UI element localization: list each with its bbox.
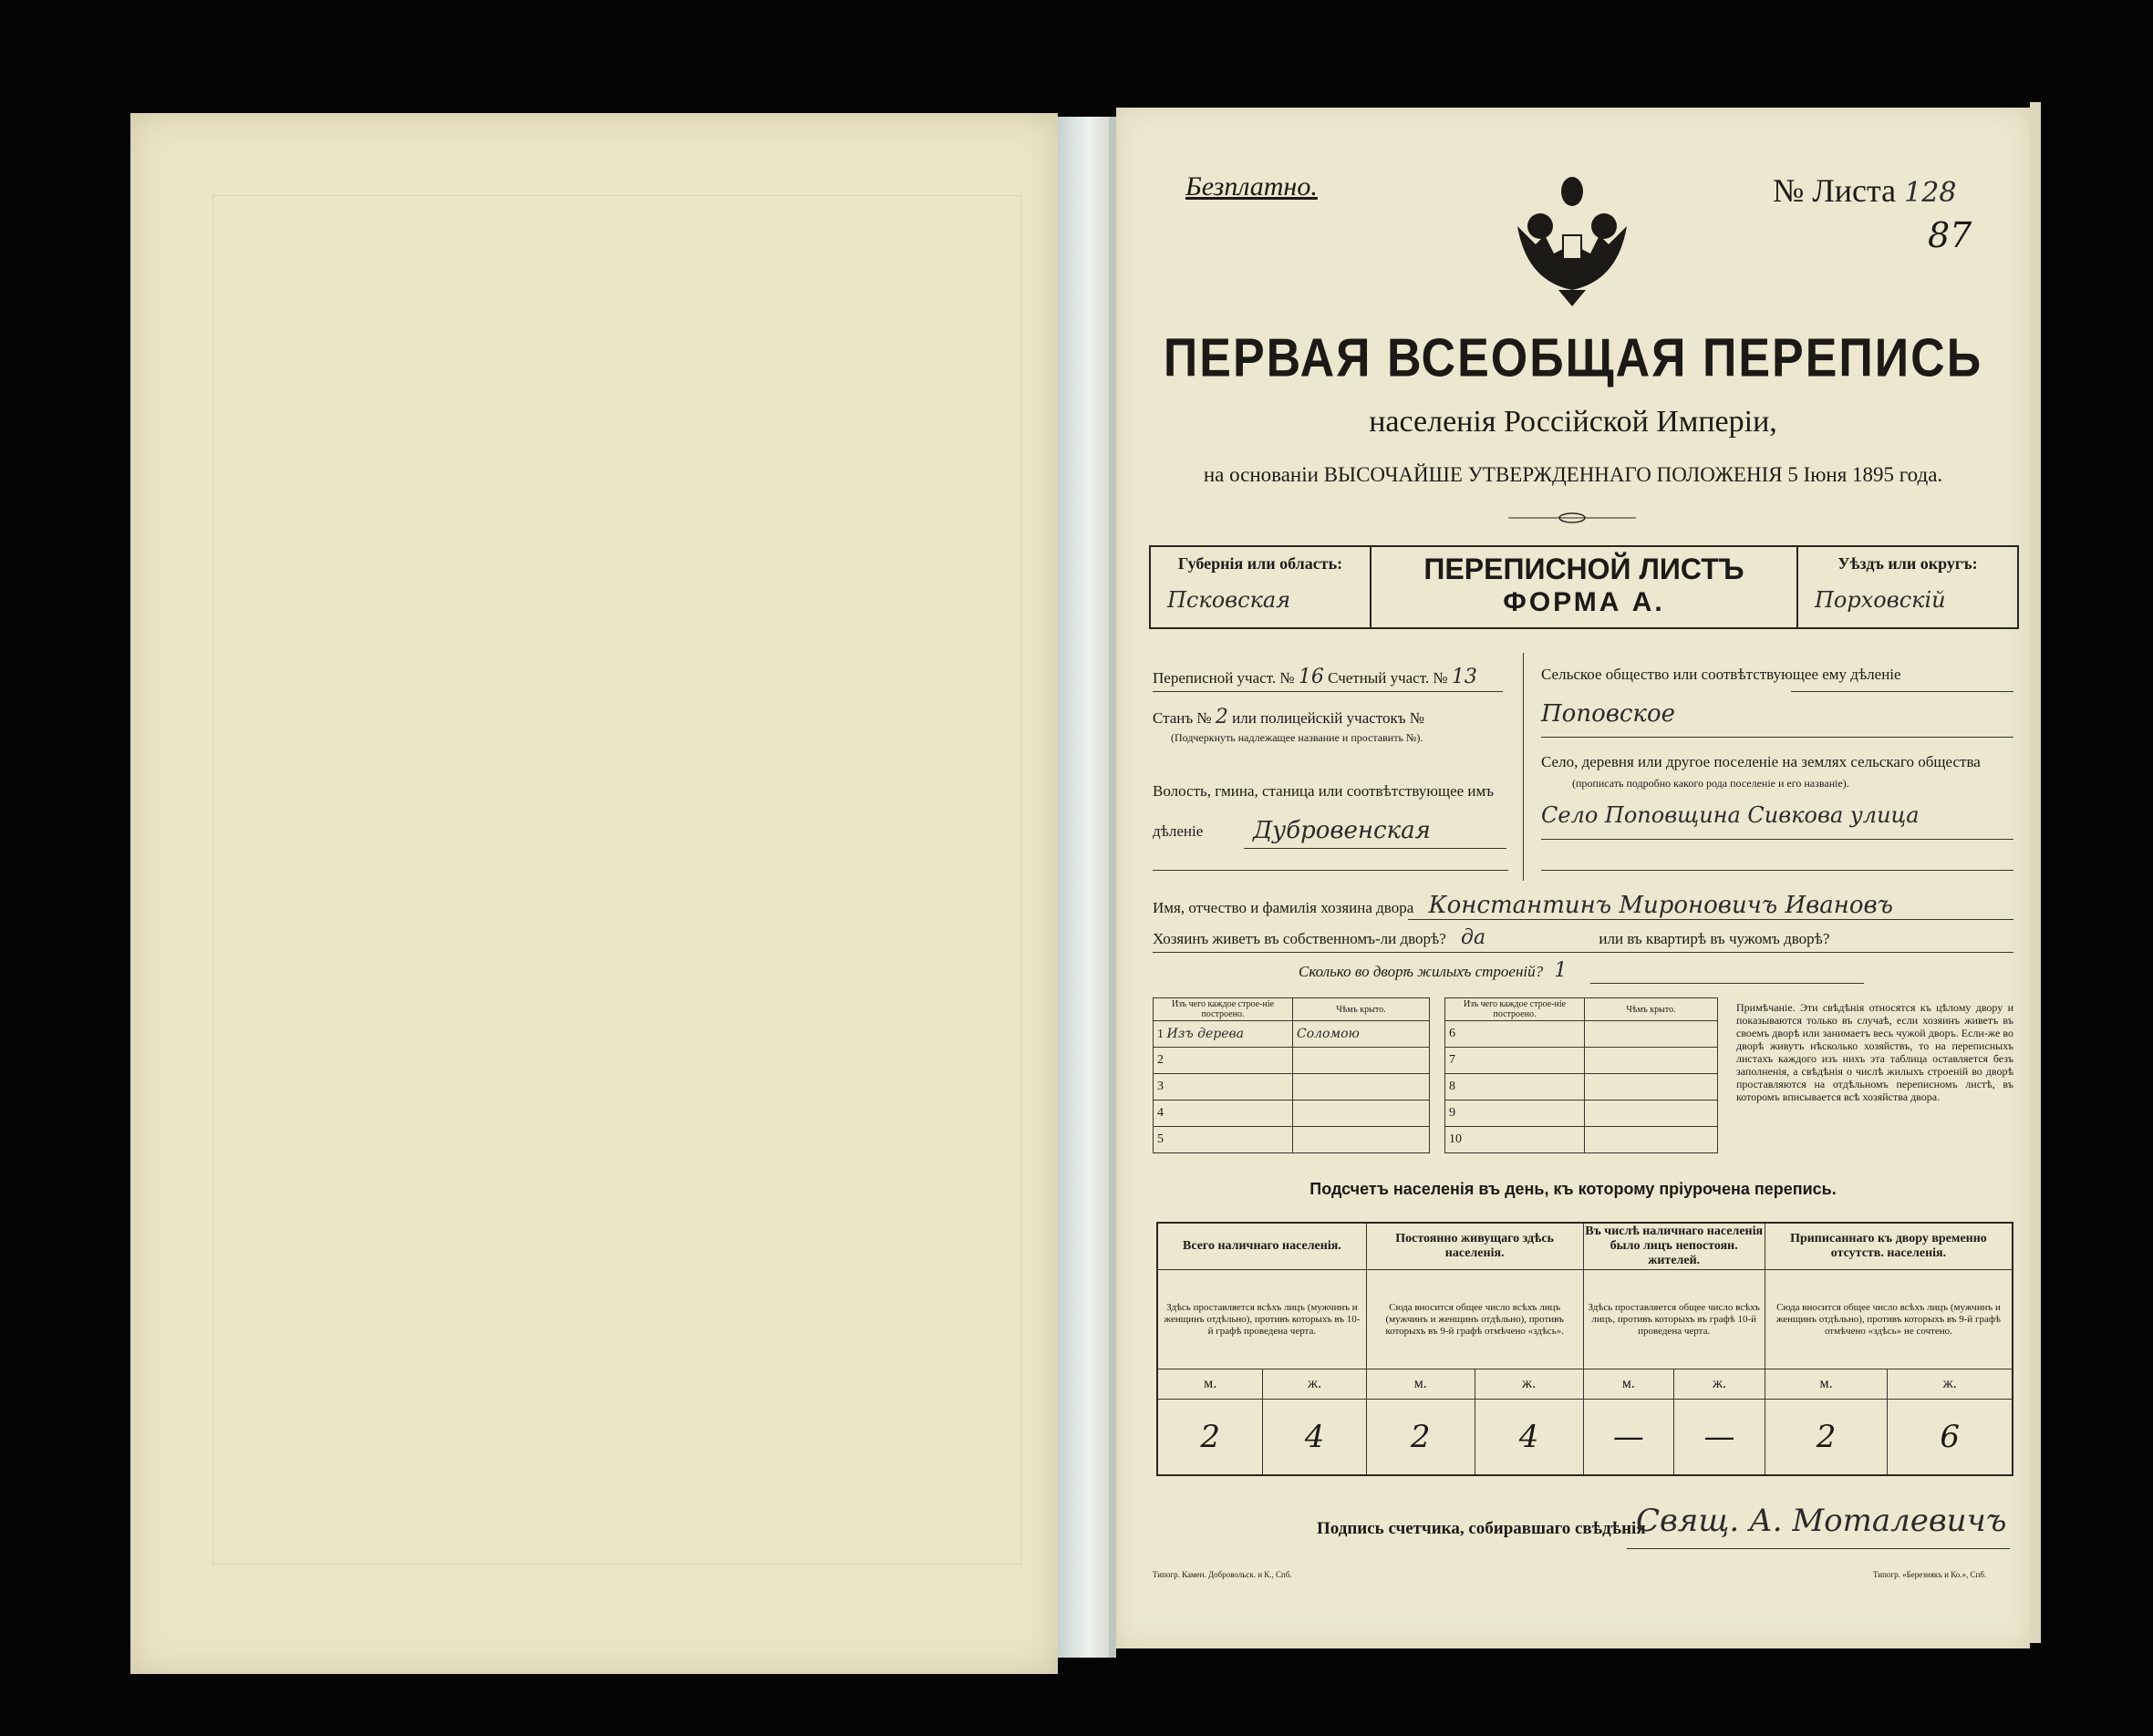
uezd-cell — [1796, 547, 2017, 627]
sheet-number — [1773, 171, 1956, 210]
pop-value: 2 — [1366, 1400, 1475, 1476]
roof-value — [1293, 1074, 1430, 1100]
table-row — [1445, 1021, 1718, 1048]
table-row — [1445, 1100, 1718, 1127]
buildings-label: Сколько во дворѣ жилыхъ строеній? — [1299, 963, 1544, 980]
row-number: 1 — [1157, 1027, 1164, 1041]
sheet-number-label: № Листа — [1773, 172, 1897, 209]
roof-value — [1293, 1048, 1430, 1074]
female-label: ж. — [1263, 1369, 1367, 1400]
material-header: Изъ чего каждое строе-ніе построено. — [1445, 998, 1585, 1021]
population-table — [1156, 1222, 2013, 1476]
buildings-table-right — [1444, 997, 1718, 1153]
perepis-uchast-field — [1153, 666, 1477, 688]
pop-header: Всего наличнаго населенія. — [1157, 1223, 1366, 1270]
row-number: 5 — [1154, 1127, 1293, 1153]
buildings-note: Примѣчаніе. Эти свѣдѣнія относятся къ цѣлому двору и показываются только въ случаѣ, если хозяинъ живетъ въ своемъ дворѣ или занимаетъ весь чужой дворъ. Если-же во дворѣ живутъ нѣсколько хозяйствъ, то на переписныхъ листахъ каждого изъ нихъ эта таблица оставляется безъ заполненія, а свѣдѣнія о числѣ жилыхъ строеній во дворѣ проставляются на отдѣльномъ переписномъ листѣ, въ которомъ вписывается всѣ хозяйства двора. — [1736, 1001, 2013, 1103]
roof-header: Чѣмъ крыто. — [1585, 998, 1718, 1021]
row-number: 8 — [1445, 1074, 1585, 1100]
roof-value — [1585, 1048, 1718, 1074]
perepis-uchast-label: Переписной участ. № — [1153, 669, 1295, 687]
row-number: 2 — [1154, 1048, 1293, 1074]
owner-value: Константинъ Мироновичъ Ивановъ — [1428, 892, 1894, 919]
own-house-value: да — [1461, 926, 1486, 949]
buildings-value: 1 — [1554, 959, 1568, 982]
buildings-field — [1299, 959, 1567, 982]
rule — [1153, 691, 1503, 692]
signature-label: Подпись счетчика, собиравшаго свѣдѣнія — [1317, 1519, 1646, 1538]
census-title: ПЕРВАЯ ВСЕОБЩАЯ ПЕРЕПИСЬ — [1163, 327, 1983, 389]
roof-value — [1293, 1100, 1430, 1127]
volost-value: Дубровенская — [1253, 817, 1431, 844]
double-headed-eagle-icon — [1508, 171, 1636, 308]
rule — [1541, 870, 2013, 871]
male-label: м. — [1366, 1369, 1475, 1400]
material-header: Изъ чего каждое строе-ніе построено. — [1154, 998, 1293, 1021]
female-label: ж. — [1674, 1369, 1765, 1400]
rule — [1791, 691, 2013, 692]
female-label: ж. — [1888, 1369, 2013, 1400]
own-house-field — [1153, 926, 1829, 949]
pop-description: Сюда вносится общее число всѣхъ лицъ (мужчинъ и женщинъ отдѣльно), противъ которыхъ въ 9-й графѣ отмѣчено «здѣсь» не сочтено. — [1765, 1270, 2013, 1369]
roof-header: Чѣмъ крыто. — [1293, 998, 1430, 1021]
row-number: 7 — [1445, 1048, 1585, 1074]
pop-value: 6 — [1888, 1400, 2013, 1476]
guberniya-label: Губернія или область: — [1177, 554, 1343, 573]
uezd-value: Порховскій — [1815, 587, 1946, 613]
stan-field — [1153, 706, 1424, 728]
pop-value: 4 — [1475, 1400, 1583, 1476]
table-row — [1154, 1127, 1430, 1153]
printer-footer-left: Типогр. Камен. Добровольск. и К., Спб. — [1153, 1570, 1292, 1579]
selo-note: (прописать подробно какого рода поселеніе и его названіе). — [1572, 777, 1849, 790]
selskoe-value: Поповское — [1541, 700, 1675, 728]
pop-description: Здѣсь проставляется общее число всѣхъ лицъ, противъ которыхъ въ графѣ 10-й проведена черта. — [1583, 1270, 1765, 1369]
row-number: 3 — [1154, 1074, 1293, 1100]
rent-label: или въ квартирѣ въ чужомъ дворѣ? — [1599, 930, 1830, 947]
right-page-edge — [2030, 102, 2041, 1643]
signature: Свящ. А. Моталевичъ — [1636, 1503, 2007, 1539]
pop-value: 2 — [1157, 1400, 1263, 1476]
owner-label: Имя, отчество и фамилія хозяина двора — [1153, 899, 1414, 916]
book-spine — [1058, 117, 1109, 1658]
stan-label: Станъ № — [1153, 709, 1212, 727]
uezd-label: Уѣздъ или округъ: — [1837, 554, 1978, 573]
roof-value — [1585, 1074, 1718, 1100]
table-row — [1154, 1021, 1430, 1048]
form-title: ПЕРЕПИСНОЙ ЛИСТЪ — [1423, 553, 1744, 585]
table-row — [1445, 1074, 1718, 1100]
table-row — [1154, 1100, 1430, 1127]
own-house-label: Хозяинъ живетъ въ собственномъ-ли дворѣ? — [1153, 930, 1446, 947]
pop-value: — — [1583, 1400, 1674, 1476]
perepis-uchast-value: 16 — [1298, 666, 1324, 688]
roof-value — [1585, 1100, 1718, 1127]
pop-description: Здѣсь проставляется всѣхъ лицъ (мужчинъ и женщинъ отдѣльно), противъ которыхъ въ 10-й графѣ проведена черта. — [1157, 1270, 1366, 1369]
pop-value: 4 — [1263, 1400, 1367, 1476]
printer-footer-right: Типогр. «Березнякъ и Ко.», Спб. — [1873, 1570, 1987, 1579]
selskoe-label: Сельское общество или соотвѣтствующее ему дѣленіе — [1541, 666, 1901, 683]
row-number: 6 — [1445, 1021, 1585, 1048]
sheet-number-value: 128 — [1904, 177, 1957, 209]
rule — [1541, 839, 2013, 840]
table-row — [1445, 1127, 1718, 1153]
schet-uchast-label: Счетный участ. № — [1328, 669, 1448, 687]
census-subtitle: населенія Россійской Имперіи, — [1369, 405, 1777, 439]
police-note: (Подчеркнуть надлежащее название и проставить №). — [1171, 731, 1423, 744]
population-title: Подсчетъ населенія въ день, къ которому пріурочена перепись. — [1309, 1180, 1837, 1198]
free-label: Безплатно. — [1185, 171, 1318, 202]
rule — [1590, 983, 1864, 984]
census-basis: на основаніи ВЫСОЧАЙШЕ УТВЕРЖДЕННАГО ПОЛОЖЕНІЯ 5 Іюня 1895 года. — [1203, 463, 1943, 486]
owner-field — [1153, 892, 1893, 919]
selo-label: Село, деревня или другое поселеніе на землях сельскаго общества — [1541, 753, 1981, 770]
form-header-box — [1149, 545, 2019, 629]
page-edge — [1109, 117, 1116, 1658]
buildings-table-left — [1153, 997, 1430, 1153]
rule — [1153, 952, 2013, 953]
rule — [1541, 737, 2013, 738]
guberniya-value: Псковская — [1167, 587, 1291, 613]
left-blank-page — [130, 113, 1058, 1674]
sheet-number-value-2: 87 — [1928, 215, 1972, 255]
selo-value: Село Поповщина Сивкова улица — [1541, 802, 1920, 828]
rule — [1244, 848, 1506, 849]
rule — [1408, 919, 2013, 920]
rule — [1153, 870, 1508, 871]
male-label: м. — [1157, 1369, 1263, 1400]
pop-header: Постоянно живущаго здѣсь населенія. — [1366, 1223, 1583, 1270]
roof-value — [1585, 1127, 1718, 1153]
table-row — [1445, 1048, 1718, 1074]
ornament-divider — [1508, 509, 1636, 527]
table-row — [1154, 1074, 1430, 1100]
rule — [1627, 1548, 2010, 1549]
pop-header: Приписаннаго къ двору временно отсутств. населенія. — [1765, 1223, 2013, 1270]
pop-value: — — [1674, 1400, 1765, 1476]
female-label: ж. — [1475, 1369, 1583, 1400]
pop-header: Въ числѣ наличнаго населенія было лицъ непостоян. жителей. — [1583, 1223, 1765, 1270]
row-number: 9 — [1445, 1100, 1585, 1127]
census-form-page — [1116, 108, 2030, 1648]
pop-value: 2 — [1765, 1400, 1887, 1476]
column-divider — [1523, 653, 1524, 881]
stan-value: 2 — [1215, 706, 1228, 728]
pop-description: Сюда вносится общее число всѣхъ лицъ (мужчинъ и женщинъ отдѣльно), противъ которыхъ въ 9-й графѣ отмѣчено «здѣсь». — [1366, 1270, 1583, 1369]
volost-label: Волость, гмина, станица или соотвѣтствующее имъ дѣленіе — [1153, 782, 1495, 840]
form-name: ФОРМА А. — [1503, 587, 1665, 617]
police-label: или полицейскій участокъ № — [1232, 709, 1425, 727]
roof-value — [1293, 1127, 1430, 1153]
guberniya-cell — [1151, 547, 1372, 627]
table-row — [1154, 1048, 1430, 1074]
row-number: 4 — [1154, 1100, 1293, 1127]
roof-value: Соломою — [1293, 1021, 1430, 1048]
schet-uchast-value: 13 — [1451, 666, 1477, 688]
row-number: 10 — [1445, 1127, 1585, 1153]
male-label: м. — [1765, 1369, 1887, 1400]
male-label: м. — [1583, 1369, 1674, 1400]
left-page-frame — [212, 195, 1021, 1565]
roof-value — [1585, 1021, 1718, 1048]
material-value: Изъ дерева — [1166, 1026, 1245, 1041]
